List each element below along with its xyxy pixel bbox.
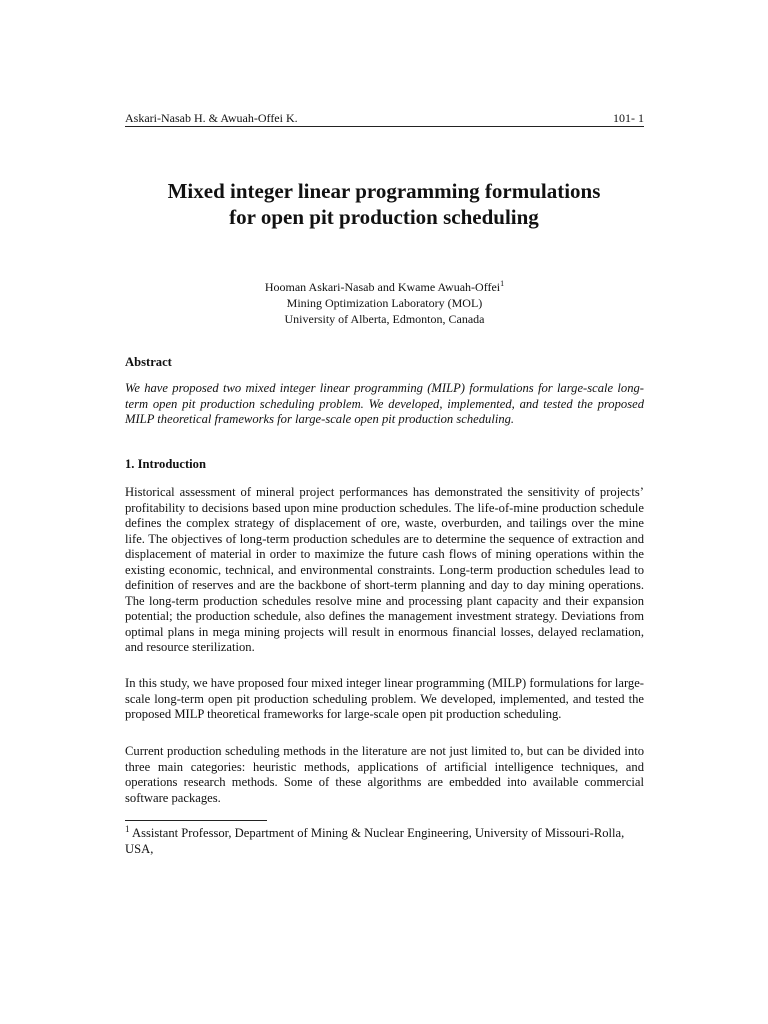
introduction-paragraph-1: Historical assessment of mineral project performances has demonstrated the sensitivity of projects’ profitability to decisions based upon mine production schedules. The life-of-mine production schedule defines the complex strategy of displacement of ore, waste, overburden, and tailings over the mine life. The objectives of long-term production schedules are to determine the sequence of extraction and displacement of material in order to maximize the future cash flows of mining operations within the existing economic, technical, and environmental constraints. Long-term production schedules lead to definition of reserves and are the backbone of short-term planning and day to day mining operations. The long-term production schedules resolve mine and processing plant capacity and their expansion potential; the production schedule, also defines the management investment strategy. Deviations from optimal plans in mega mining projects will result in enormous financial losses, delayed reclamation, and resource sterilization.	[125, 485, 644, 654]
introduction-heading: 1. Introduction	[125, 457, 206, 471]
author-names-line	[125, 279, 644, 295]
introduction-paragraph-3: Current production scheduling methods in the literature are not just limited to, but can be divided into three main categories: heuristic methods, applications of artificial intelligence techniques, and operations research methods. Some of these algorithms are embedded into available commercial software packages.	[125, 744, 644, 805]
abstract-text: We have proposed two mixed integer linear programming (MILP) formulations for large-scale long-term open pit production scheduling problem. We developed, implemented, and tested the proposed MILP theoretical frameworks for large-scale open pit production scheduling.	[125, 381, 644, 426]
abstract-heading: Abstract	[125, 355, 172, 369]
paper-title	[100, 178, 668, 230]
author-names: Hooman Askari-Nasab and Kwame Awuah-Offei	[264, 280, 501, 294]
affiliation-lab: Mining Optimization Laboratory (MOL)	[286, 296, 483, 310]
footnote-text: Assistant Professor, Department of Mining & Nuclear Engineering, University of Missouri-Rolla, USA,	[125, 826, 625, 856]
author-footnote-mark: 1	[500, 279, 505, 288]
author-block	[125, 279, 644, 327]
running-header	[125, 111, 644, 125]
header-rule	[125, 126, 644, 127]
title-line-2: for open pit production scheduling	[229, 205, 539, 229]
title-line-1: Mixed integer linear programming formulations	[167, 179, 601, 203]
introduction-paragraph-2: In this study, we have proposed four mixed integer linear programming (MILP) formulations for large-scale long-term open pit production scheduling problem. We developed, implemented, and tested the proposed MILP theoretical frameworks for large-scale open pit production scheduling.	[125, 676, 644, 721]
footnote-mark: 1	[125, 824, 130, 834]
running-header-authors: Askari-Nasab H. & Awuah-Offei K.	[125, 111, 298, 125]
footnote	[125, 825, 644, 857]
affiliation-university: University of Alberta, Edmonton, Canada	[284, 312, 485, 326]
page-number: 101- 1	[613, 111, 644, 125]
footnote-rule	[125, 820, 267, 821]
